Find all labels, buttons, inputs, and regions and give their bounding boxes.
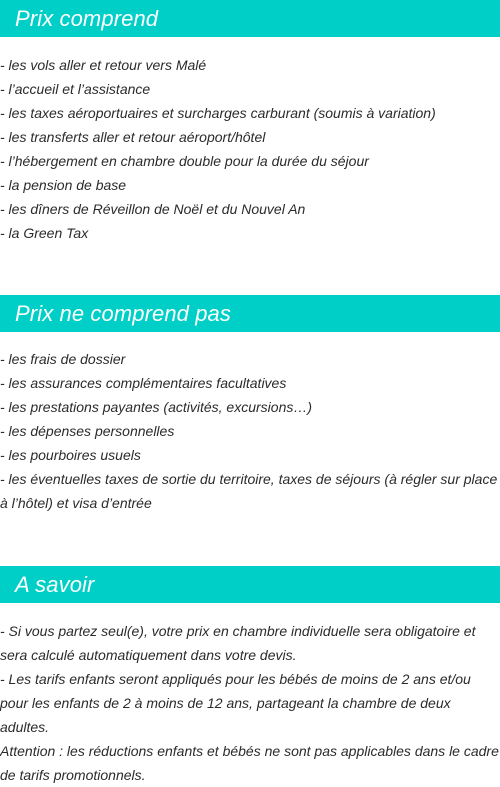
list-item: - l’accueil et l’assistance [0, 81, 151, 97]
list-item: - les prestations payantes (activités, excursions…) [0, 399, 313, 415]
section-prix-comprend [0, 0, 500, 245]
list-item: - les dépenses personnelles [0, 423, 175, 439]
info-paragraph: - Si vous partez seul(e), votre prix en chambre individuelle sera obligatoire et sera calculé automatiquement dans votre devis. [0, 623, 476, 663]
info-block [0, 619, 500, 787]
section-title: Prix ne comprend pas [15, 300, 231, 326]
info-paragraph: Attention : les réductions enfants et bébés ne sont pas applicables dans le cadre de tarifs promotionnels. [0, 743, 499, 783]
list-item: - l’hébergement en chambre double pour la durée du séjour [0, 153, 369, 169]
list-item: - les transferts aller et retour aéroport/hôtel [0, 129, 266, 145]
list-item: - la Green Tax [0, 225, 89, 241]
section-banner [0, 566, 500, 603]
list-item: - les éventuelles taxes de sortie du territoire, taxes de séjours (à régler sur place à l’hôtel) et visa d’entrée [0, 471, 498, 511]
section-title: A savoir [15, 571, 95, 597]
section-banner [0, 0, 500, 37]
list-item: - les assurances complémentaires facultatives [0, 375, 287, 391]
list-item: - les vols aller et retour vers Malé [0, 57, 207, 73]
list-item: - la pension de base [0, 177, 127, 193]
list-item: - les frais de dossier [0, 351, 126, 367]
list-item: - les dîners de Réveillon de Noël et du Nouvel An [0, 201, 306, 217]
section-a-savoir [0, 566, 500, 787]
section-prix-ne-comprend-pas [0, 295, 500, 515]
list-item: - les taxes aéroportuaires et surcharges carburant (soumis à variation) [0, 105, 436, 121]
section-title: Prix comprend [15, 5, 159, 31]
not-included-list [0, 347, 500, 515]
list-item: - les pourboires usuels [0, 447, 141, 463]
included-list [0, 53, 500, 245]
info-paragraph: - Les tarifs enfants seront appliqués pour les bébés de moins de 2 ans et/ou pour les enfants de 2 à moins de 12 ans, partageant la chambre de deux adultes. [0, 671, 471, 735]
section-banner [0, 295, 500, 332]
